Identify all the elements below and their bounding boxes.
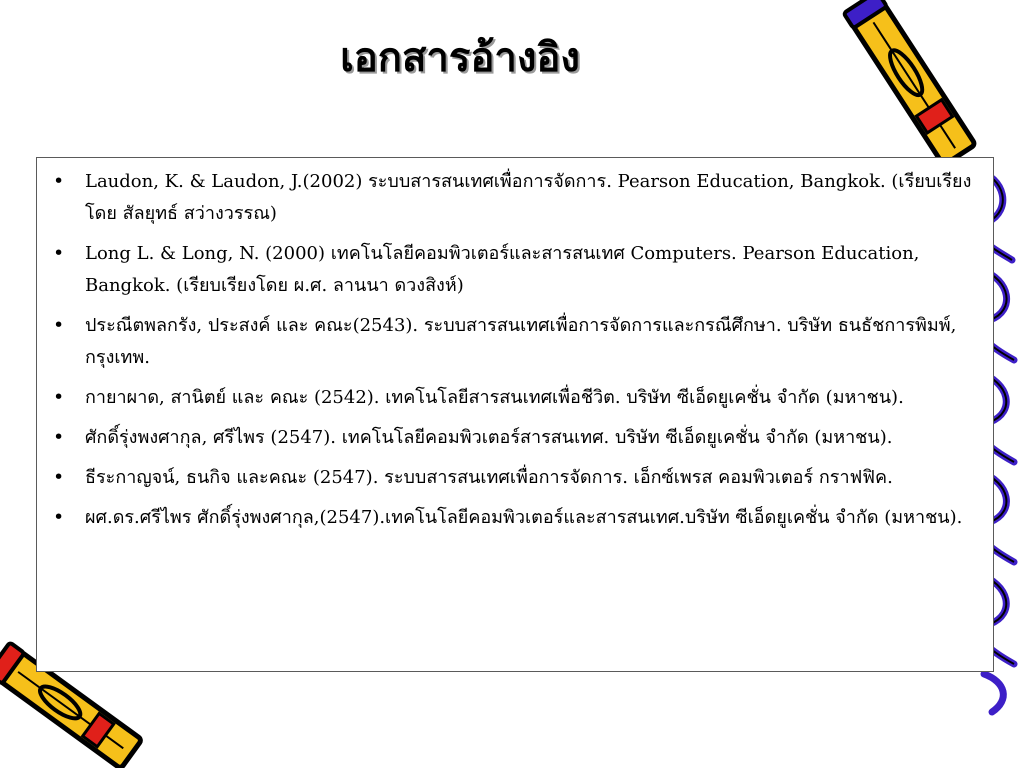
references-box [36,157,994,672]
bullet-icon: • [53,386,65,408]
reference-text: กายาผาด, สานิตย์ และ คณะ (2542). เทคโนโลยีสารสนเทศเพื่อชีวิต. บริษัท ซีเอ็ดยูเคชั่น จำกัด (มหาชน). [85,387,904,408]
reference-item [51,462,983,494]
reference-item [51,382,983,414]
reference-text: Long L. & Long, N. (2000) เทคโนโลยีคอมพิวเตอร์และสารสนเทศ Computers. Pearson Education, Bangkok. (เรียบเรียงโดย ผ.ศ. ลานนา ดวงสิงห์) [85,243,920,296]
pencil-icon [850,0,1024,180]
reference-item [51,238,983,302]
reference-text: ธีระกาญจน์, ธนกิจ และคณะ (2547). ระบบสารสนเทศเพื่อการจัดการ. เอ็กซ์เพรส คอมพิวเตอร์ กราฟฟิค. [85,467,893,488]
bullet-icon: • [53,506,65,528]
reference-list [51,166,983,534]
reference-text: ประณีตพลกรัง, ประสงค์ และ คณะ(2543). ระบบสารสนเทศเพื่อการจัดการและกรณีศึกษา. บริษัท ธนธัชการพิมพ์, กรุงเทพ. [85,315,957,368]
bullet-icon: • [53,314,65,336]
reference-item [51,310,983,374]
bullet-icon: • [53,242,65,264]
reference-text: Laudon, K. & Laudon, J.(2002) ระบบสารสนเทศเพื่อการจัดการ. Pearson Education, Bangkok. (เรียบเรียงโดย สัลยุทธ์ สว่างวรรณ) [85,171,972,224]
reference-text: ผศ.ดร.ศรีไพร ศักดิ์รุ่งพงศากุล,(2547).เทคโนโลยีคอมพิวเตอร์และสารสนเทศ.บริษัท ซีเอ็ดยูเคชั่น จำกัด (มหาชน). [85,507,963,528]
reference-item [51,422,983,454]
reference-text: ศักดิ์รุ่งพงศากุล, ศรีไพร (2547). เทคโนโลยีคอมพิวเตอร์สารสนเทศ. บริษัท ซีเอ็ดยูเคชั่น จำกัด (มหาชน). [85,427,893,448]
bullet-icon: • [53,426,65,448]
reference-item [51,166,983,230]
bullet-icon: • [53,170,65,192]
bullet-icon: • [53,466,65,488]
slide-title: เอกสารอ้างอิง [340,35,580,81]
reference-item [51,502,983,534]
